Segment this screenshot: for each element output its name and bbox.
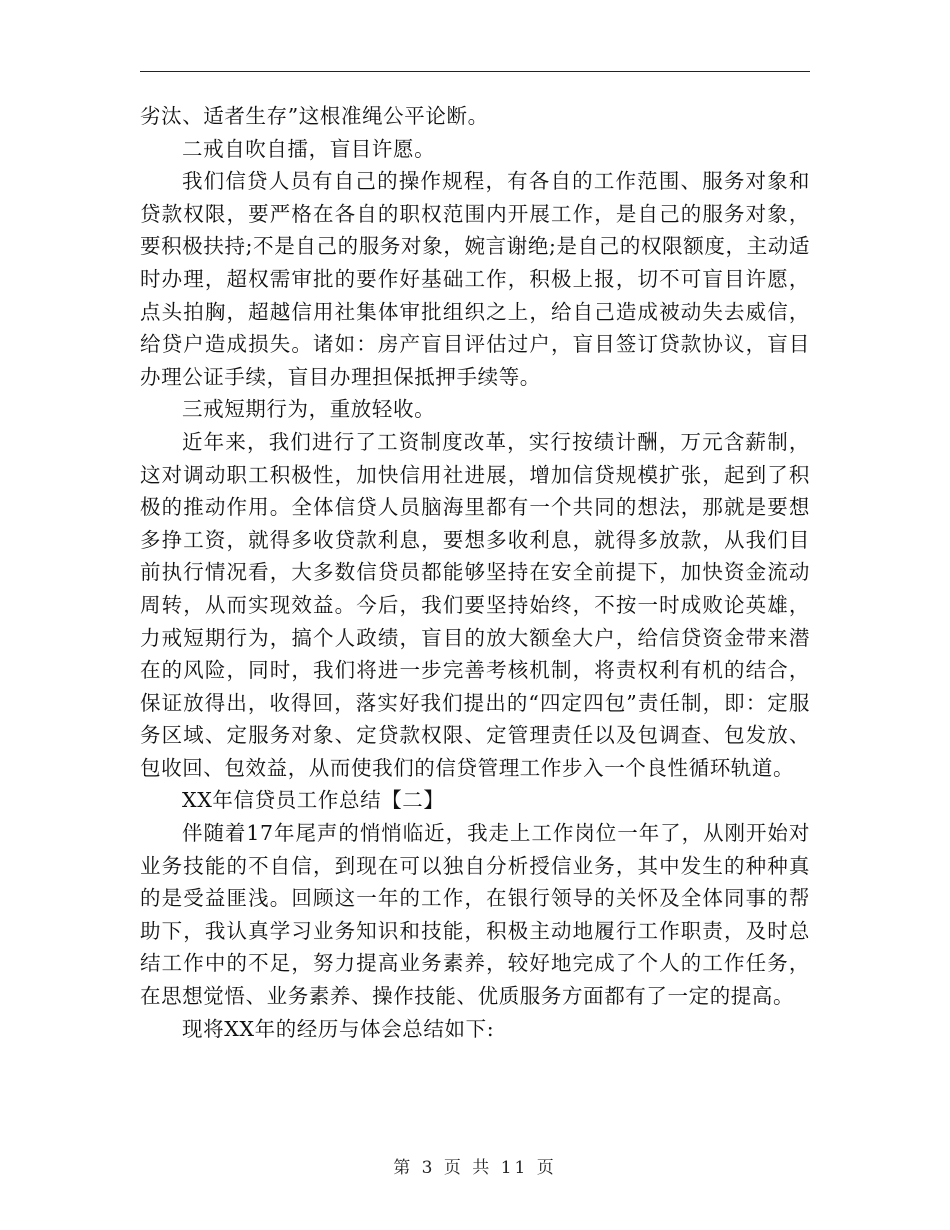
page-number-footer: 第 3 页 共 11 页 [393,1158,557,1178]
paragraph-8: 现将XX年的经历与体会总结如下: [182,1016,495,1041]
paragraph-3: 我们信贷人员有自己的操作规程，有各自的工作范围、服务对象和贷款权限，要严格在各自的职权范围内开展工作，是自己的服务对象，要积极扶持;不是自己的服务对象，婉言谢绝;是自己的权限额度，主动适时办理，超权需审批的要作好基础工作，积极上报，切不可盲目许愿，点头拍胸，超越信用社集体审批组织之上，给自己造成被动失去威信，给贷户造成损失。诸如：房产盲目评估过户，盲目签订贷款协议，盲目办理公证手续，盲目办理担保抵押手续等。 [140,169,810,389]
section-heading-3: 三戒短期行为，重放轻收。 [182,397,436,422]
paragraph-1: 劣汰、适者生存”这根准绳公平论断。 [140,104,489,128]
header-rule [140,71,810,72]
section-heading-2: 二戒自吹自擂，盲目许愿。 [182,136,436,161]
paragraph-5: 近年来，我们进行了工资制度改革，实行按绩计酬，万元含薪制，这对调动职工积极性，加快信用社进展，增加信贷规模扩张，起到了积极的推动作用。全体信贷人员脑海里都有一个共同的想法，那就是要想多挣工资，就得多收贷款利息，要想多收利息，就得多放款，从我们目前执行情况看，大多数信贷员都能够坚持在安全前提下，加快资金流动周转，从而实现效益。今后，我们要坚持始终，不按一时成败论英雄，力戒短期行为，搞个人政绩，盲目的放大额垒大户，给信贷资金带来潜在的风险，同时，我们将进一步完善考核机制，将责权利有机的结合，保证放得出，收得回，落实好我们提出的“四定四包”责任制，即：定服务区域、定服务对象、定贷款权限、定管理责任以及包调查、包发放、包收回、包效益，从而使我们的信贷管理工作步入一个良性循环轨道。 [140,429,810,780]
report-title-2: XX年信贷员工作总结【二】 [182,788,445,813]
paragraph-7: 伴随着17年尾声的悄悄临近，我走上工作岗位一年了，从刚开始对业务技能的不自信，到现在可以独自分析授信业务，其中发生的种种真的是受益匪浅。回顾这一年的工作，在银行领导的关怀及全体同事的帮助下，我认真学习业务知识和技能，积极主动地履行工作职责，及时总结工作中的不足，努力提高业务素养，较好地完成了个人的工作任务，在思想觉悟、业务素养、操作技能、优质服务方面都有了一定的提高。 [140,821,810,1009]
document-body [140,100,810,1045]
